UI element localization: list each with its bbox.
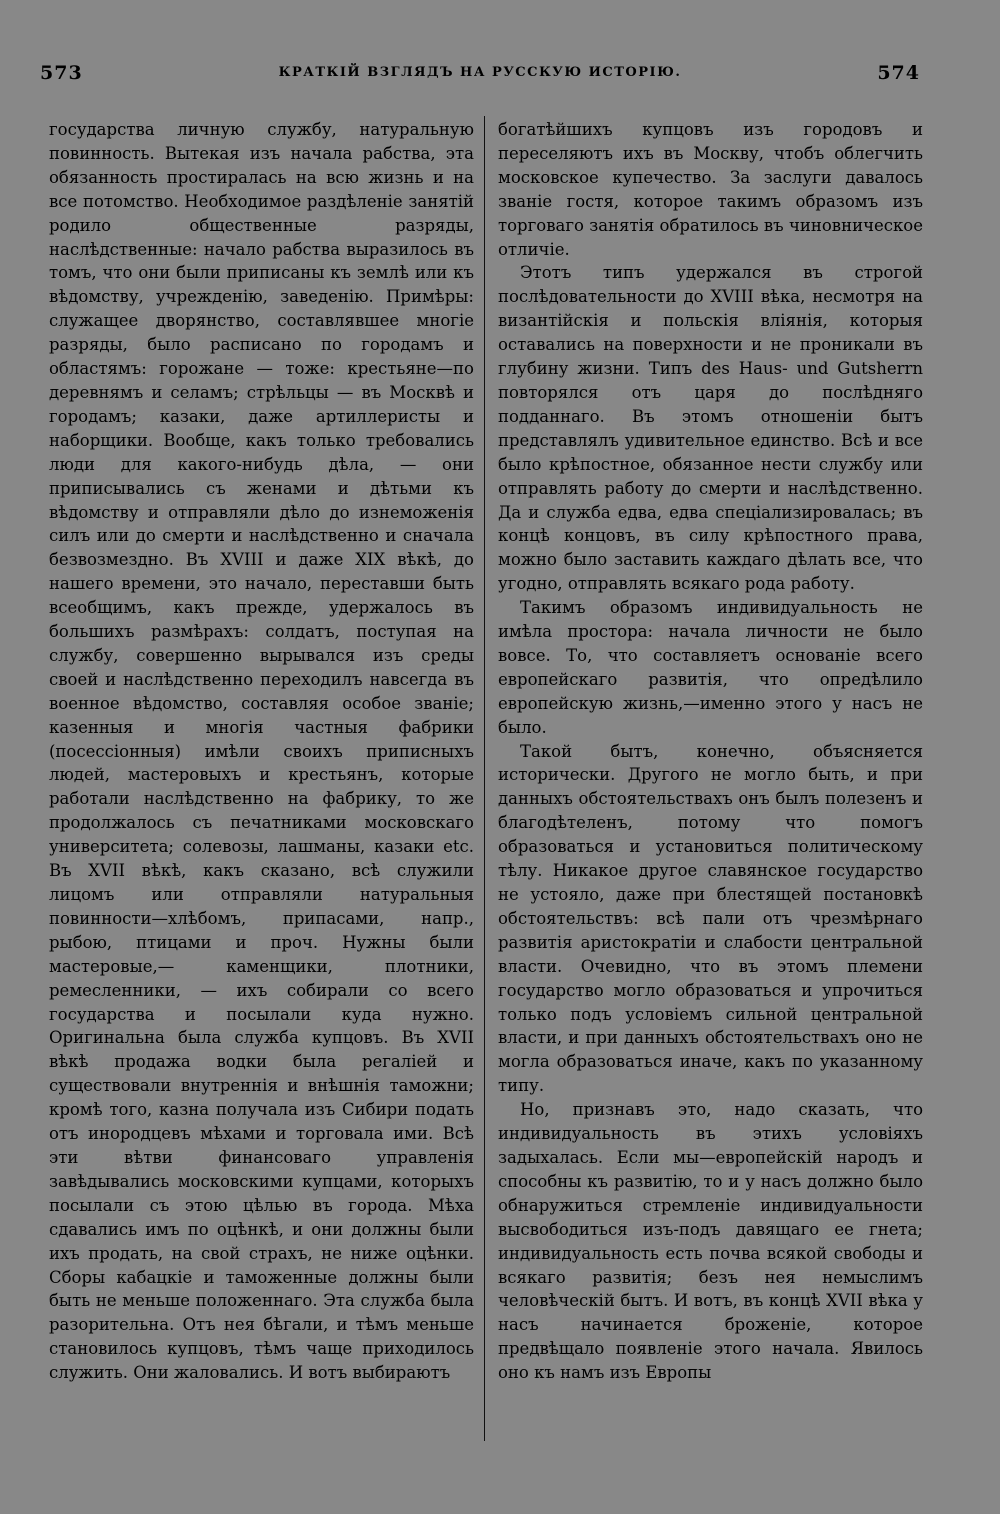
right-column xyxy=(498,118,923,1385)
left-column xyxy=(49,118,474,1385)
left-paragraph-1: государства личную службу, натуральную повинность. Вытекая изъ начала рабства, эта обязанность простиралась на всю жизнь и на все потомство. Необходимое раздѣленіе занятій родило общественные разряды, наслѣдственные: начало рабства выразилось въ томъ, что они были приписаны къ землѣ или къ вѣдомству, учрежденію, заведенію. Примѣры: служащее дворянство, составлявшее многіе разряды, было расписано по городамъ и областямъ: горожане — тоже: крестьяне—по деревнямъ и селамъ; стрѣльцы — въ Москвѣ и городамъ; казаки, даже артиллеристы и наборщики. Вообще, какъ только требовались люди для какого-нибудь дѣла, — они приписывались съ женами и дѣтьми къ вѣдомству и отправляли дѣло до изнеможенія силъ или до смерти и наслѣдственно и сначала безвозмездно. Въ XVIII и даже XIX вѣкѣ, до нашего времени, это начало, переставши быть всеобщимъ, какъ прежде, удержалось въ большихъ размѣрахъ: солдатъ, поступая на службу, совершенно вырывался изъ среды своей и наслѣдственно переходилъ навсегда въ военное вѣдомство, составляя особое званіе; казенныя и многія частныя фабрики (посессіонныя) имѣли своихъ приписныхъ людей, мастеровыхъ и крестьянъ, которые работали наслѣдственно на фабрику, то же продолжалось съ печатниками московскаго университета; солевозы, лашманы, казаки etc. Въ XVII вѣкѣ, какъ сказано, всѣ служили лицомъ или отправляли натуральныя повинности—хлѣбомъ, припасами, напр., рыбою, птицами и проч. Нужны были мастеровые,— каменщики, плотники, ремесленники, — ихъ собирали со всего государства и посылали куда нужно. Оригинальна была служба купцовъ. Въ XVII вѣкѣ продажа водки была регаліей и существовали внутреннія и внѣшнія таможни; кромѣ того, казна получала изъ Сибири подать отъ инородцевъ мѣхами и торговала ими. Всѣ эти вѣтви финансоваго управленія завѣдывались московскими купцами, которыхъ посылали съ этою цѣлью въ города. Мѣха сдавались имъ по оцѣнкѣ, и они должны были ихъ продать, на свой страхъ, не ниже оцѣнки. Сборы кабацкіе и таможенные должны были быть не меньше положеннаго. Эта служба была разорительна. Отъ нея бѣгали, и тѣмъ меньше становилось купцовъ, тѣмъ чаще приходилось служить. Они жаловались. И вотъ выбираютъ xyxy=(49,120,474,1383)
right-paragraph-4: Такой бытъ, конечно, объясняется исторически. Другого не могло быть, и при данныхъ обстоятельствахъ онъ былъ полезенъ и благодѣтеленъ, потому что помогъ образоваться и установиться политическому тѣлу. Никакое другое славянское государство не устояло, даже при блестящей постановкѣ обстоятельствъ: всѣ пали отъ чрезмѣрнаго развитія аристократіи и слабости центральной власти. Очевидно, что въ этомъ племени государство могло образоваться и упрочиться только подъ условіемъ сильной центральной власти, и при данныхъ обстоятельствахъ оно не могла образоваться иначе, какъ по указанному типу. xyxy=(498,741,923,1096)
right-paragraph-5: Но, признавъ это, надо сказать, что индивидуальность въ этихъ условіяхъ задыхалась. Если мы—европейскій народъ и способны къ развитію, то и у насъ должно было обнаружиться стремленіе индивидуальности высвободиться изъ-подъ давящаго ее гнета; индивидуальность есть почва всякой свободы и всякаго развитія; безъ нея немыслимъ человѣческій бытъ. И вотъ, въ концѣ XVII вѣка у насъ начинается броженіе, которое предвѣщало появленіе этого начала. Явилось оно къ намъ изъ Европы xyxy=(498,1100,923,1383)
running-title: КРАТКІЙ ВЗГЛЯДЪ НА РУССКУЮ ИСТОРІЮ. xyxy=(278,65,682,80)
right-page-number: 574 xyxy=(877,62,920,84)
right-paragraph-3: Такимъ образомъ индивидуальность не имѣла простора: начала личности не было вовсе. То, что составляетъ основаніе всего европейскаго развитія, что опредѣлило европейскую жизнь,—именно этого у насъ не было. xyxy=(498,598,923,737)
running-header xyxy=(40,62,920,92)
left-page-number: 573 xyxy=(40,62,83,84)
column-divider xyxy=(484,116,485,1441)
right-paragraph-1: богатѣйшихъ купцовъ изъ городовъ и переселяютъ ихъ въ Москву, чтобъ облегчить московское купечество. За заслуги давалось званіе гостя, которое такимъ образомъ изъ торговаго занятія обратилось въ чиновническое отличіе. xyxy=(498,120,923,259)
right-paragraph-2: Этотъ типъ удержался въ строгой послѣдовательности до XVIII вѣка, несмотря на византійскія и польскія вліянія, которыя оставались на поверхности и не проникали въ глубину жизни. Типъ des Haus- und Gutsherrn повторялся отъ царя до послѣдняго подданнаго. Въ этомъ отношеніи бытъ представлялъ удивительное единство. Всѣ и все было крѣпостное, обязанное нести службу или отправлять работу до смерти и наслѣдственно. Да и служба едва, едва спеціализировалась; въ концѣ концовъ, въ силу крѣпостного права, можно было заставить каждаго дѣлать все, что угодно, отправлять всякаго рода работу. xyxy=(498,263,923,594)
